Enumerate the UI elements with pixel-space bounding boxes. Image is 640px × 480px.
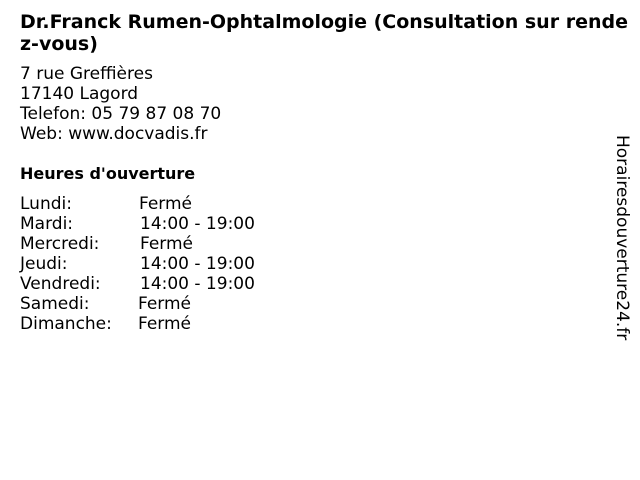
day-label: Dimanche: (20, 314, 112, 334)
page-title: Dr.Franck Rumen-Ophtalmologie (Consultation sur rendez-vous) (20, 11, 628, 55)
day-label: Mardi: (20, 214, 74, 234)
day-label: Vendredi: (20, 274, 101, 294)
watermark (612, 135, 632, 375)
hours-value: 14:00 - 19:00 (140, 214, 255, 234)
website: Web: www.docvadis.fr (20, 124, 208, 144)
hours-value: Fermé (138, 314, 192, 334)
day-label: Samedi: (20, 294, 90, 314)
hours-value: Fermé (138, 294, 192, 314)
address-block (20, 64, 221, 144)
hours-value: Fermé (139, 194, 193, 214)
phone-number: Telefon: 05 79 87 08 70 (20, 104, 222, 124)
hours-value: Fermé (140, 234, 194, 254)
hours-value: 14:00 - 19:00 (140, 254, 255, 274)
day-label: Jeudi: (20, 254, 68, 274)
day-label: Lundi: (20, 194, 72, 214)
hours-value: 14:00 - 19:00 (140, 274, 255, 294)
street-address: 7 rue Greffières (20, 64, 153, 84)
watermark-text: Horairesdouverture24.fr (612, 135, 632, 341)
day-label: Mercredi: (20, 234, 100, 254)
city-postal-code: 17140 Lagord (20, 84, 139, 104)
opening-hours-heading: Heures d'ouverture (20, 164, 196, 183)
